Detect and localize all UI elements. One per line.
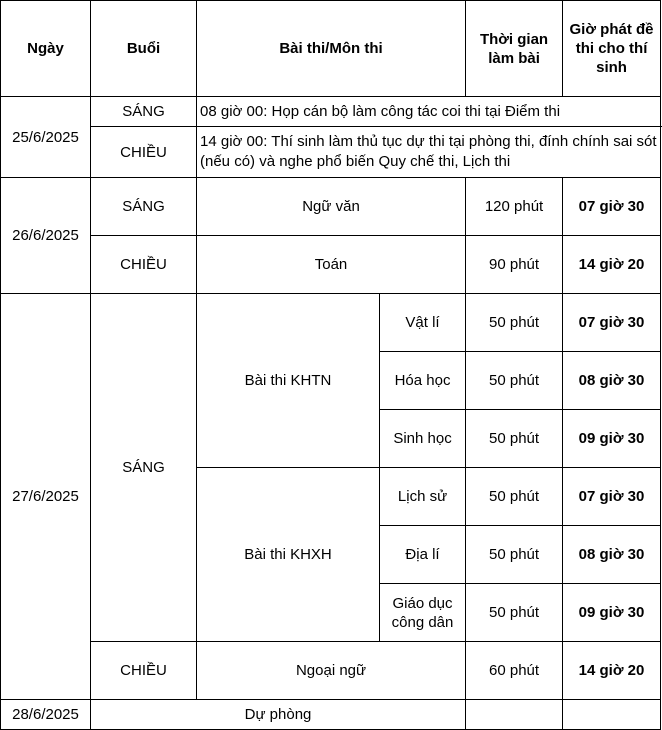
subject-cell: Ngữ văn [197, 178, 466, 236]
subject-cell: Toán [197, 236, 466, 294]
duration-cell: 120 phút [466, 178, 563, 236]
header-duration: Thời gian làm bài [466, 1, 563, 97]
note-cell: 14 giờ 00: Thí sinh làm thủ tục dự thi tại phòng thi, đính chính sai sót (nếu có) và nghe phổ biến Quy chế thi, Lịch thi [197, 127, 661, 178]
exam-group-cell: Bài thi KHXH [197, 468, 380, 642]
duration-cell: 50 phút [466, 352, 563, 410]
table-row [1, 700, 661, 730]
empty-cell [466, 700, 563, 730]
duration-cell: 60 phút [466, 642, 563, 700]
subject-cell: Lịch sử [380, 468, 466, 526]
header-row [1, 1, 661, 97]
subject-cell: Vật lí [380, 294, 466, 352]
handout-time-cell: 08 giờ 30 [563, 526, 661, 584]
subject-cell: Địa lí [380, 526, 466, 584]
reserve-cell: Dự phòng [91, 700, 466, 730]
date-cell: 28/6/2025 [1, 700, 91, 730]
table-row [1, 642, 661, 700]
session-cell: SÁNG [91, 178, 197, 236]
duration-cell: 50 phút [466, 410, 563, 468]
note-cell: 08 giờ 00: Họp cán bộ làm công tác coi thi tại Điểm thi [197, 97, 661, 127]
handout-time-cell: 14 giờ 20 [563, 642, 661, 700]
table-row [1, 236, 661, 294]
session-cell: CHIỀU [91, 642, 197, 700]
subject-cell: Sinh học [380, 410, 466, 468]
duration-cell: 90 phút [466, 236, 563, 294]
date-cell: 26/6/2025 [1, 178, 91, 294]
session-cell: CHIỀU [91, 127, 197, 178]
table-row [1, 178, 661, 236]
header-subject: Bài thi/Môn thi [197, 1, 466, 97]
exam-group-cell: Bài thi KHTN [197, 294, 380, 468]
handout-time-cell: 08 giờ 30 [563, 352, 661, 410]
duration-cell: 50 phút [466, 584, 563, 642]
session-cell: SÁNG [91, 97, 197, 127]
header-handout-time: Giờ phát đề thi cho thí sinh [563, 1, 661, 97]
handout-time-cell: 07 giờ 30 [563, 468, 661, 526]
header-date: Ngày [1, 1, 91, 97]
handout-time-cell: 09 giờ 30 [563, 584, 661, 642]
session-cell: CHIỀU [91, 236, 197, 294]
date-cell: 25/6/2025 [1, 97, 91, 178]
table-row [1, 97, 661, 127]
empty-cell [563, 700, 661, 730]
table-row [1, 294, 661, 352]
handout-time-cell: 14 giờ 20 [563, 236, 661, 294]
duration-cell: 50 phút [466, 294, 563, 352]
header-session: Buổi [91, 1, 197, 97]
table-row [1, 127, 661, 178]
duration-cell: 50 phút [466, 468, 563, 526]
duration-cell: 50 phút [466, 526, 563, 584]
handout-time-cell: 07 giờ 30 [563, 178, 661, 236]
session-cell: SÁNG [91, 294, 197, 642]
date-cell: 27/6/2025 [1, 294, 91, 700]
handout-time-cell: 07 giờ 30 [563, 294, 661, 352]
subject-cell: Giáo dục công dân [380, 584, 466, 642]
handout-time-cell: 09 giờ 30 [563, 410, 661, 468]
subject-cell: Hóa học [380, 352, 466, 410]
subject-cell: Ngoại ngữ [197, 642, 466, 700]
